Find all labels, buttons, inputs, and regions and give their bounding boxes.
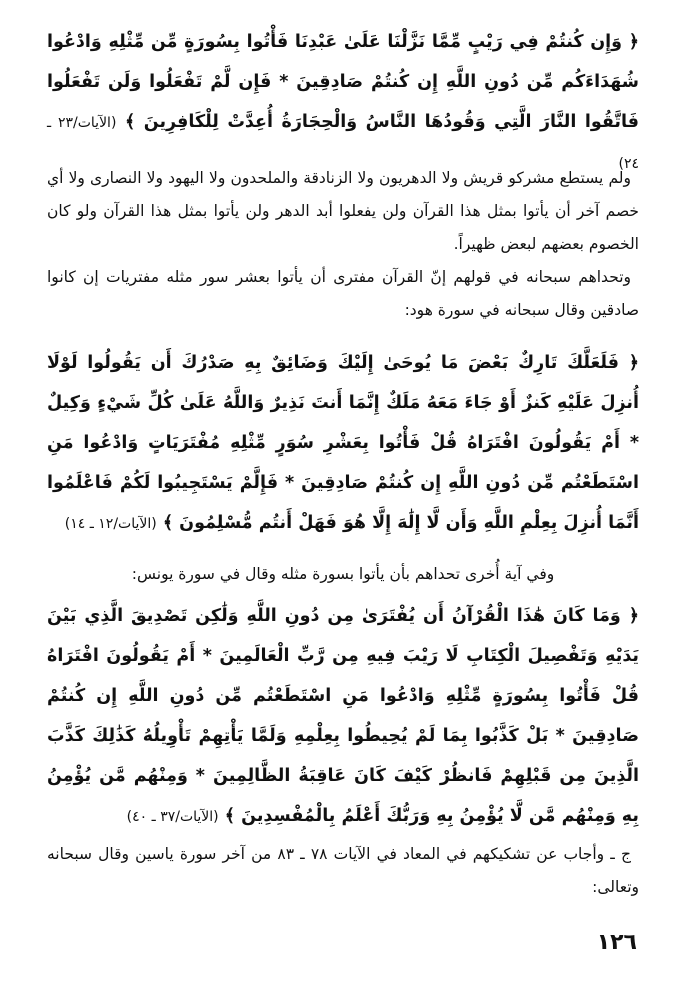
quran-verse-text: وَمَا كَانَ هَٰذَا الْقُرْآنُ أَن يُفْتَرَىٰ مِن دُونِ اللَّهِ وَلَٰكِن تَصْدِيقَ الَّذِي بَيْنَ يَدَيْهِ وَتَفْصِيلَ الْكِتَابِ لَا رَيْبَ فِيهِ مِن رَّبِّ الْعَالَمِينَ * أَمْ يَقُولُونَ افْتَرَاهُ قُلْ فَأْتُوا بِسُورَةٍ مِّثْلِهِ وَادْعُوا مَنِ اسْتَطَعْتُم مِّن دُونِ اللَّهِ إِن كُنتُمْ صَادِقِينَ * بَلْ كَذَّبُوا بِمَا لَمْ يُحِيطُوا بِعِلْمِهِ وَلَمَّا يَأْتِهِمْ تَأْوِيلُهُ كَذَٰلِكَ كَذَّبَ الَّذِينَ مِن قَبْلِهِمْ فَانظُرْ كَيْفَ كَانَ عَاقِبَةُ الظَّالِمِينَ * وَمِنْهُم مَّن يُؤْمِنُ بِهِ وَمِنْهُم مَّن لَّا يُؤْمِنُ بِهِ وَرَبُّكَ أَعْلَمُ بِالْمُفْسِدِينَ	[47, 606, 639, 826]
verse-reference: (الآيات/٢٣ ـ ٢٤)	[47, 115, 639, 172]
prose-section-3	[47, 838, 639, 904]
verse-reference: (الآيات/٣٧ ـ ٤٠)	[126, 809, 219, 825]
quran-verse-text: فَلَعَلَّكَ تَارِكٌ بَعْضَ مَا يُوحَىٰ إِلَيْكَ وَضَائِقٌ بِهِ صَدْرُكَ أَن يَقُولُوا لَوْلَا أُنزِلَ عَلَيْهِ كَنزٌ أَوْ جَاءَ مَعَهُ مَلَكٌ إِنَّمَا أَنتَ نَذِيرٌ وَاللَّهُ عَلَىٰ كُلِّ شَيْءٍ وَكِيلٌ * أَمْ يَقُولُونَ افْتَرَاهُ قُلْ فَأْتُوا بِعَشْرِ سُوَرٍ مِّثْلِهِ مُفْتَرَيَاتٍ وَادْعُوا مَنِ اسْتَطَعْتُم مِّن دُونِ اللَّهِ إِن كُنتُمْ صَادِقِينَ * فَإِلَّمْ يَسْتَجِيبُوا لَكُمْ فَاعْلَمُوا أَنَّمَا أُنزِلَ بِعِلْمِ اللَّهِ وَأَن لَّا إِلَٰهَ إِلَّا هُوَ فَهَلْ أَنتُم مُّسْلِمُونَ	[47, 353, 639, 533]
quran-close-bracket: ﴾	[224, 806, 235, 826]
paragraph-yunus-intro: وفي آية أُخرى تحداهم بأن يأتوا بسورة مثله وقال في سورة يونس:	[131, 565, 555, 583]
prose-section-1	[47, 162, 639, 327]
page-number: ١٢٦	[596, 930, 637, 955]
quran-verse-text: وَإِن كُنتُمْ فِي رَيْبٍ مِّمَّا نَزَّلْنَا عَلَىٰ عَبْدِنَا فَأْتُوا بِسُورَةٍ مِّن مِّثْلِهِ وَادْعُوا شُهَدَاءَكُم مِّن دُونِ اللَّهِ إِن كُنتُمْ صَادِقِينَ * فَإِن لَّمْ تَفْعَلُوا وَلَن تَفْعَلُوا فَاتَّقُوا النَّارَ الَّتِي وَقُودُهَا النَّاسُ وَالْحِجَارَةُ أُعِدَّتْ لِلْكَافِرِينَ	[47, 32, 640, 132]
quran-open-bracket: ﴿	[628, 606, 639, 626]
quran-close-bracket: ﴾	[124, 112, 136, 132]
paragraph-challenge-failure: ولم يستطع مشركو قريش ولا الدهريون ولا الزنادقة والملحدون ولا اليهود ولا النصارى ولا أي خصم آخر أن يأتوا بمثل هذا القرآن ولن يفعلوا أبد الدهر ولن يأتوا بمثل هذا القرآن ولو كان الخصوم بعضهم لبعض ظهيراً.	[47, 169, 639, 253]
quran-open-bracket: ﴿	[628, 32, 639, 52]
verse-reference: (الآيات/١٢ ـ ١٤)	[64, 516, 157, 532]
quran-block-hud	[47, 343, 639, 544]
quran-block-yunus	[47, 596, 639, 837]
quran-block-baqarah	[47, 22, 639, 184]
paragraph-resurrection-intro: ج ـ وأجاب عن تشكيكهم في المعاد في الآيات ٧٨ ـ ٨٣ من آخر سورة ياسين وقال سبحانه وتعالى:	[47, 845, 639, 896]
quran-close-bracket: ﴾	[162, 513, 174, 533]
paragraph-ten-surahs-intro: وتحداهم سبحانه في قولهم إنّ القرآن مفترى أن يأتوا بعشر سور مثله مفتريات إن كانوا صادقين وقال سبحانه في سورة هود:	[47, 268, 639, 319]
quran-open-bracket: ﴿	[628, 353, 640, 373]
prose-section-2	[47, 558, 639, 591]
